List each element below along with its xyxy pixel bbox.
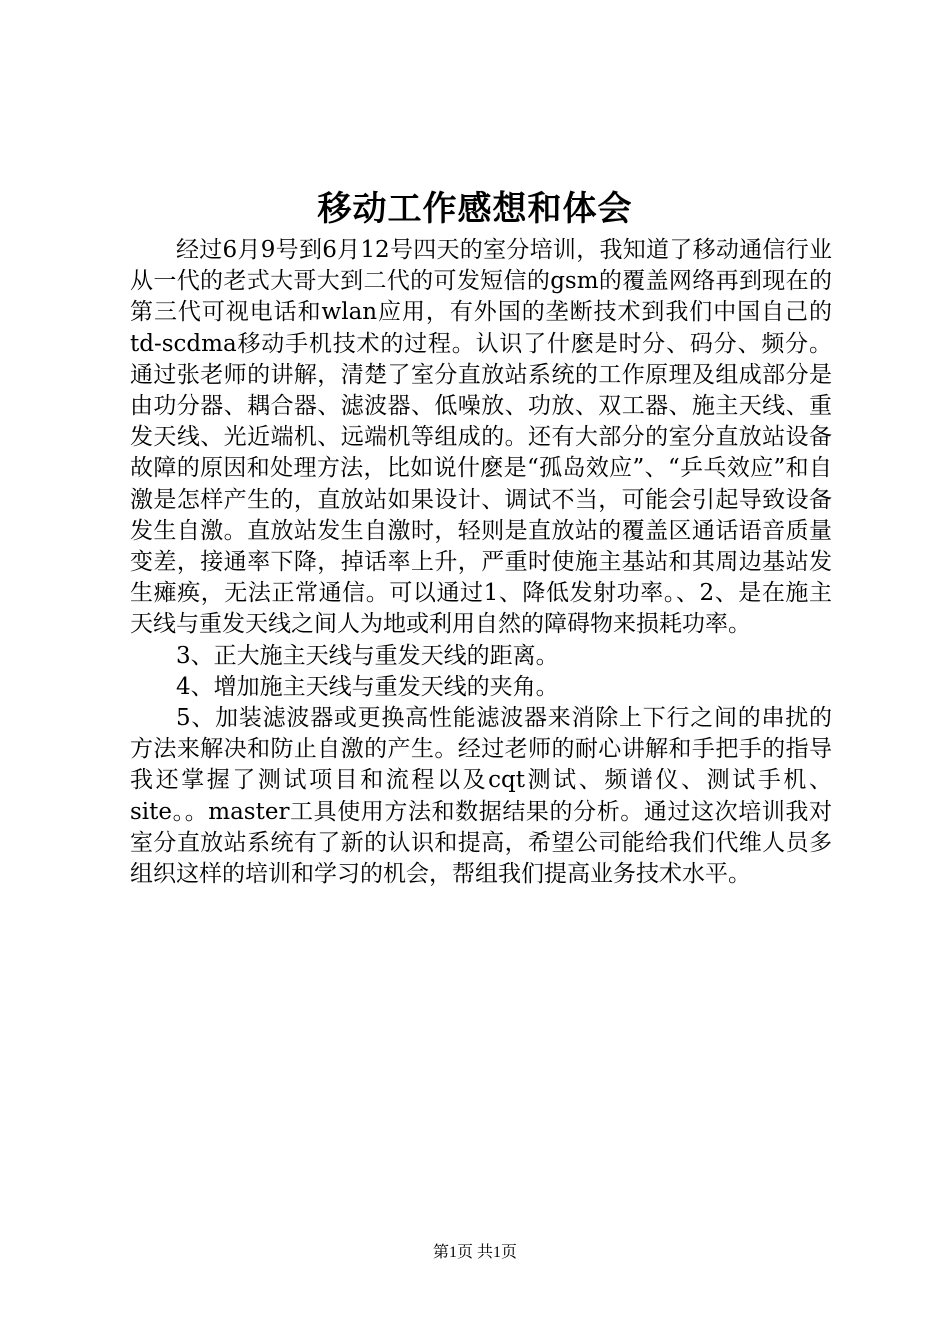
document-title: 移动工作感想和体会 [317, 189, 633, 229]
page-footer: 第1页 共1页 [432, 1244, 517, 1261]
body-paragraph: 3、正大施主天线与重发天线的距离。 [176, 642, 559, 669]
body-paragraph: 5、加装滤波器或更换高性能滤波器来消除上下行之间的串扰的方法来解决和防止自激的产生。经过老师的耐心讲解和手把手的指导我还掌握了测试项目和流程以及cqt测试、频谱仪、测试手机、site。。master工具使用方法和数据结果的分析。通过这次培训我对室分直放站系统有了新的认识和提高，希望公司能给我们代维人员多组织这样的培训和学习的机会，帮组我们提高业务技术水平。 [130, 705, 832, 888]
body-paragraph: 经过6月9号到6月12号四天的室分培训，我知道了移动通信行业从一代的老式大哥大到二代的可发短信的gsm的覆盖网络再到现在的第三代可视电话和wlan应用，有外国的垄断技术到我们中国自己的td-scdma移动手机技术的过程。认识了什麽是时分、码分、频分。通过张老师的讲解，清楚了室分直放站系统的工作原理及组成部分是由功分器、耦合器、滤波器、低噪放、功放、双工器、施主天线、重发天线、光近端机、远端机等组成的。还有大部分的室分直放站设备故障的原因和处理方法，比如说什麽是“孤岛效应”、“乒乓效应”和自激是怎样产生的，直放站如果设计、调试不当，可能会引起导致设备发生自激。直放站发生自激时，轻则是直放站的覆盖区通话语音质量变差，接通率下降，掉话率上升，严重时使施主基站和其周边基站发生瘫痪，无法正常通信。可以通过1、降低发射功率。、2、是在施主天线与重发天线之间人为地或利用自然的障碍物来损耗功率。 [130, 237, 832, 638]
body-paragraph: 4、增加施主天线与重发天线的夹角。 [176, 673, 559, 700]
document-body [130, 235, 832, 890]
